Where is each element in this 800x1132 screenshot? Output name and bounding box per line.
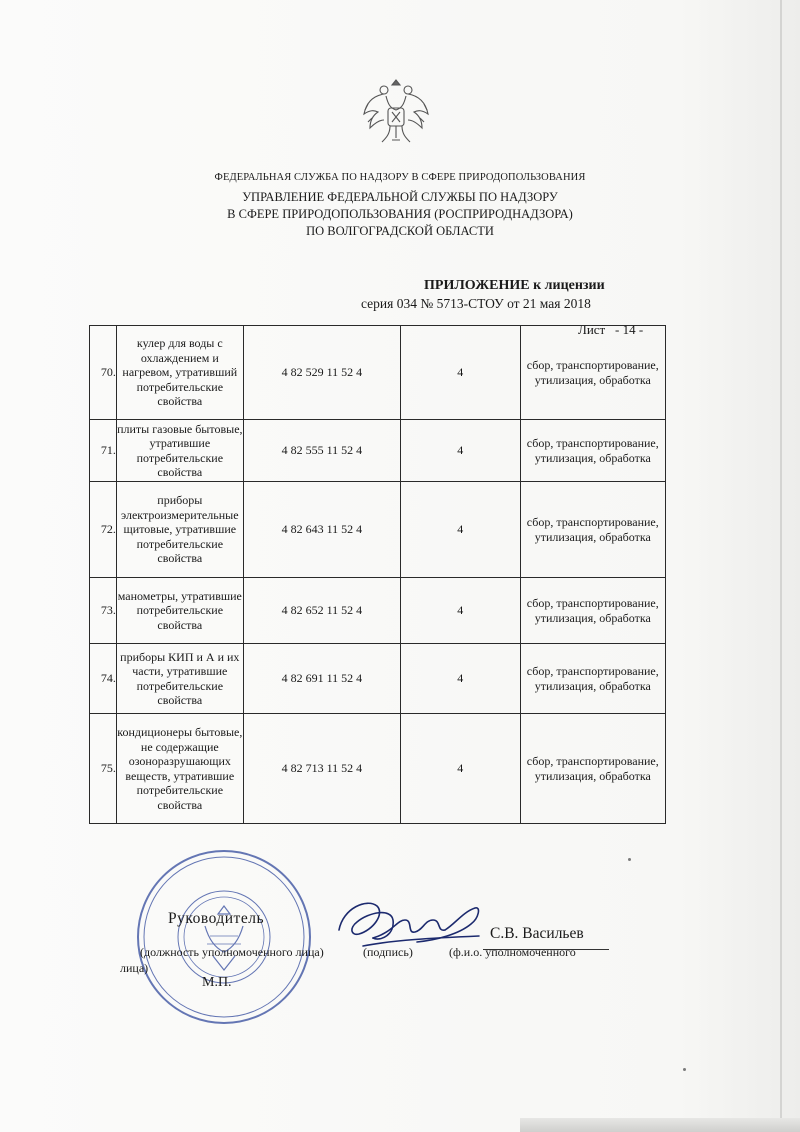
caption-position: (должность уполномоченного лица) — [140, 945, 324, 959]
work-types: сбор, транспортирование, утилизация, обработка — [520, 482, 665, 578]
waste-name: кулер для воды с охлаждением и нагревом, утративший потребительские свойства — [116, 326, 243, 420]
work-types: сбор, транспортирование, утилизация, обработка — [520, 326, 665, 420]
row-number: 74. — [90, 644, 117, 714]
waste-name: кондиционеры бытовые, не содержащие озоноразрушающих веществ, утратившие потребительские свойства — [116, 714, 243, 824]
waste-name: манометры, утратившие потребительские свойства — [116, 578, 243, 644]
row-number: 75. — [90, 714, 117, 824]
waste-items-table — [89, 325, 666, 824]
caption-fio: (ф.и.о. уполномоченного — [449, 945, 576, 959]
waste-name: приборы электроизмерительные щитовые, утратившие потребительские свойства — [116, 482, 243, 578]
signatory-position: Руководитель — [168, 910, 265, 927]
work-types: сбор, транспортирование, утилизация, обработка — [520, 714, 665, 824]
department-line-2: В СФЕРЕ ПРИРОДОПОЛЬЗОВАНИЯ (РОСПРИРОДНАДЗОРА) — [227, 207, 573, 221]
fkko-code: 4 82 652 11 52 4 — [243, 578, 400, 644]
waste-name: приборы КИП и А и их части, утратившие потребительские свойства — [116, 644, 243, 714]
hazard-class: 4 — [400, 420, 520, 482]
fkko-code: 4 82 529 11 52 4 — [243, 326, 400, 420]
hazard-class: 4 — [400, 714, 520, 824]
fkko-code: 4 82 643 11 52 4 — [243, 482, 400, 578]
hazard-class: 4 — [400, 644, 520, 714]
hazard-class: 4 — [400, 578, 520, 644]
table-row — [90, 578, 666, 644]
russian-coat-of-arms-icon — [362, 74, 430, 148]
fkko-code: 4 82 555 11 52 4 — [243, 420, 400, 482]
caption-signature: (подпись) — [363, 945, 413, 959]
row-number: 73. — [90, 578, 117, 644]
table-row — [90, 644, 666, 714]
fkko-code: 4 82 691 11 52 4 — [243, 644, 400, 714]
department-line-3: ПО ВОЛГОГРАДСКОЙ ОБЛАСТИ — [306, 224, 494, 238]
sheet-value: - 14 - — [614, 322, 644, 337]
annex-title: ПРИЛОЖЕНИЕ к лицензии — [424, 278, 605, 293]
page-edge-shadow — [780, 0, 782, 1132]
department-line-1: УПРАВЛЕНИЕ ФЕДЕРАЛЬНОЙ СЛУЖБЫ ПО НАДЗОРУ — [242, 190, 558, 204]
table-row — [90, 420, 666, 482]
table-row — [90, 326, 666, 420]
hazard-class: 4 — [400, 326, 520, 420]
page-bottom-shadow — [520, 1118, 800, 1132]
scan-speck — [628, 858, 631, 861]
license-series: серия 034 № 5713-СТОУ от 21 мая 2018 — [361, 296, 591, 311]
work-types: сбор, транспортирование, утилизация, обработка — [520, 420, 665, 482]
work-types: сбор, транспортирование, утилизация, обработка — [520, 644, 665, 714]
work-types: сбор, транспортирование, утилизация, обработка — [520, 578, 665, 644]
table-row — [90, 482, 666, 578]
table-row — [90, 714, 666, 824]
row-number: 72. — [90, 482, 117, 578]
hazard-class: 4 — [400, 482, 520, 578]
seal-label: М.П. — [202, 975, 232, 990]
signatory-name: С.В. Васильев — [490, 925, 584, 942]
row-number: 71. — [90, 420, 117, 482]
waste-name: плиты газовые бытовые, утратившие потребительские свойства — [116, 420, 243, 482]
official-round-stamp — [135, 848, 313, 1026]
caption-fio-continued: лица) — [120, 961, 149, 975]
scan-speck — [683, 1068, 686, 1071]
row-number: 70. — [90, 326, 117, 420]
fkko-code: 4 82 713 11 52 4 — [243, 714, 400, 824]
agency-name: ФЕДЕРАЛЬНАЯ СЛУЖБА ПО НАДЗОРУ В СФЕРЕ ПРИРОДОПОЛЬЗОВАНИЯ — [214, 172, 586, 183]
sheet-label: Лист — [578, 322, 606, 337]
